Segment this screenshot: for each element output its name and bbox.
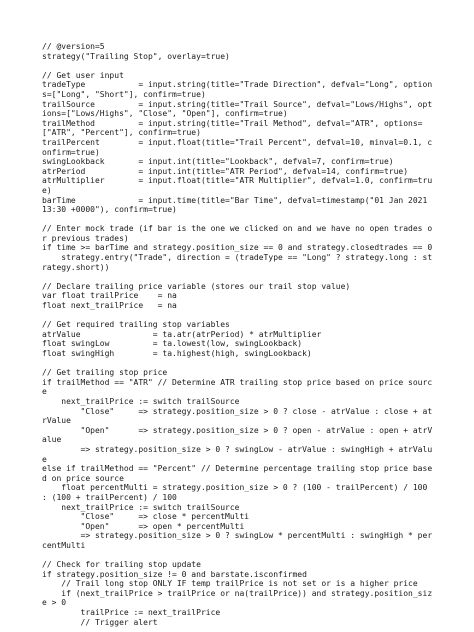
- code-line: "Open" => strategy.position_size > 0 ? open - atrValue : open + atrValue: [42, 425, 433, 445]
- code-line: "Close" => strategy.position_size > 0 ? close - atrValue : close + atrValue: [42, 406, 433, 426]
- code-line: if trailMethod == "ATR" // Determine ATR trailing stop price based on price source: [42, 377, 433, 397]
- code-line: [42, 272, 434, 282]
- code-line: float swingHigh = ta.highest(high, swingLookback): [42, 349, 312, 358]
- code-line: if time >= barTime and strategy.position_size == 0 and strategy.closedtrades == 0: [42, 243, 433, 253]
- code-line: if (next_trailPrice > trailPrice or na(trailPrice)) and strategy.position_size > 0: [42, 588, 433, 608]
- code-line: [42, 359, 434, 369]
- code-block: [42, 42, 434, 627]
- code-line: atrValue = ta.atr(atrPeriod) * atrMultiplier: [42, 329, 322, 339]
- code-line: => strategy.position_size > 0 ? swingLow * percentMulti : swingHigh * percentMulti: [42, 531, 433, 550]
- code-line: [42, 61, 434, 71]
- code-line: trailPrice := next_trailPrice: [42, 608, 221, 618]
- code-line: atrMultiplier = input.float(title="ATR Multiplier", defval=1.0, confirm=true): [42, 176, 433, 195]
- code-line: float next_trailPrice = na: [42, 301, 177, 311]
- code-line: barTime = input.time(title="Bar Time", defval=timestamp("01 Jan 2021 13:30 +0000"), confirm=true): [42, 195, 433, 215]
- code-line: float percentMulti = strategy.position_size > 0 ? (100 - trailPercent) / 100 : (100 + trailPercent) / 100: [42, 483, 433, 502]
- code-line: [42, 550, 434, 560]
- code-line: // Trail long stop ONLY IF temp trailPrice is not set or is a higher price: [42, 579, 418, 589]
- code-line: "Close" => close * percentMulti: [42, 512, 250, 522]
- code-line: // Enter mock trade (if bar is the one we clicked on and we have no open trades or previous trades): [42, 224, 433, 243]
- code-line: trailSource = input.string(title="Trail Source", defval="Lows/Highs", options=["Lows/Highs", "Close", "Open"], confirm=true): [42, 99, 433, 119]
- code-line: next_trailPrice := switch trailSource: [42, 502, 240, 512]
- code-line: // Declare trailing price variable (stores our trail stop value): [42, 281, 351, 291]
- code-line: [42, 215, 434, 225]
- code-line: strategy("Trailing Stop", overlay=true): [42, 51, 230, 61]
- code-line: swingLookback = input.int(title="Lookback", defval=7, confirm=true): [42, 157, 394, 167]
- code-line: else if trailMethod == "Percent" // Determine percentage trailing stop price based on price source: [42, 464, 433, 483]
- code-line: // Get required trailing stop variables: [42, 320, 230, 330]
- code-line: trailPercent = input.float(title="Trail Percent", defval=10, minval=0.1, confirm=true): [42, 137, 433, 157]
- code-line: next_trailPrice := switch trailSource: [42, 396, 240, 406]
- code-line: float swingLow = ta.lowest(low, swingLookback): [42, 339, 303, 349]
- code-line: // Get user input: [42, 70, 124, 80]
- code-line: "Open" => open * percentMulti: [42, 521, 245, 531]
- code-line: // Get trailing stop price: [42, 368, 168, 378]
- code-line: trailMethod = input.string(title="Trail Method", defval="ATR", options=["ATR", "Percent"], confirm=true): [42, 118, 423, 138]
- code-line: // Check for trailing stop update: [42, 560, 201, 570]
- code-line: // @version=5: [42, 42, 105, 51]
- code-line: strategy.entry("Trade", direction = (tradeType == "Long" ? strategy.long : strategy.short)): [42, 253, 433, 272]
- code-line: atrPeriod = input.int(title="ATR Period", defval=14, confirm=true): [42, 166, 409, 176]
- code-line: tradeType = input.string(title="Trade Direction", defval="Long", options=["Long", "Short"], confirm=true): [42, 80, 433, 99]
- code-line: var float trailPrice = na: [42, 291, 177, 301]
- code-line: // Trigger alert: [42, 617, 158, 627]
- code-line: [42, 311, 434, 321]
- code-line: => strategy.position_size > 0 ? swingLow - atrValue : swingHigh + atrValue: [42, 444, 433, 464]
- code-line: if strategy.position_size != 0 and barstate.isconfirmed: [42, 569, 307, 579]
